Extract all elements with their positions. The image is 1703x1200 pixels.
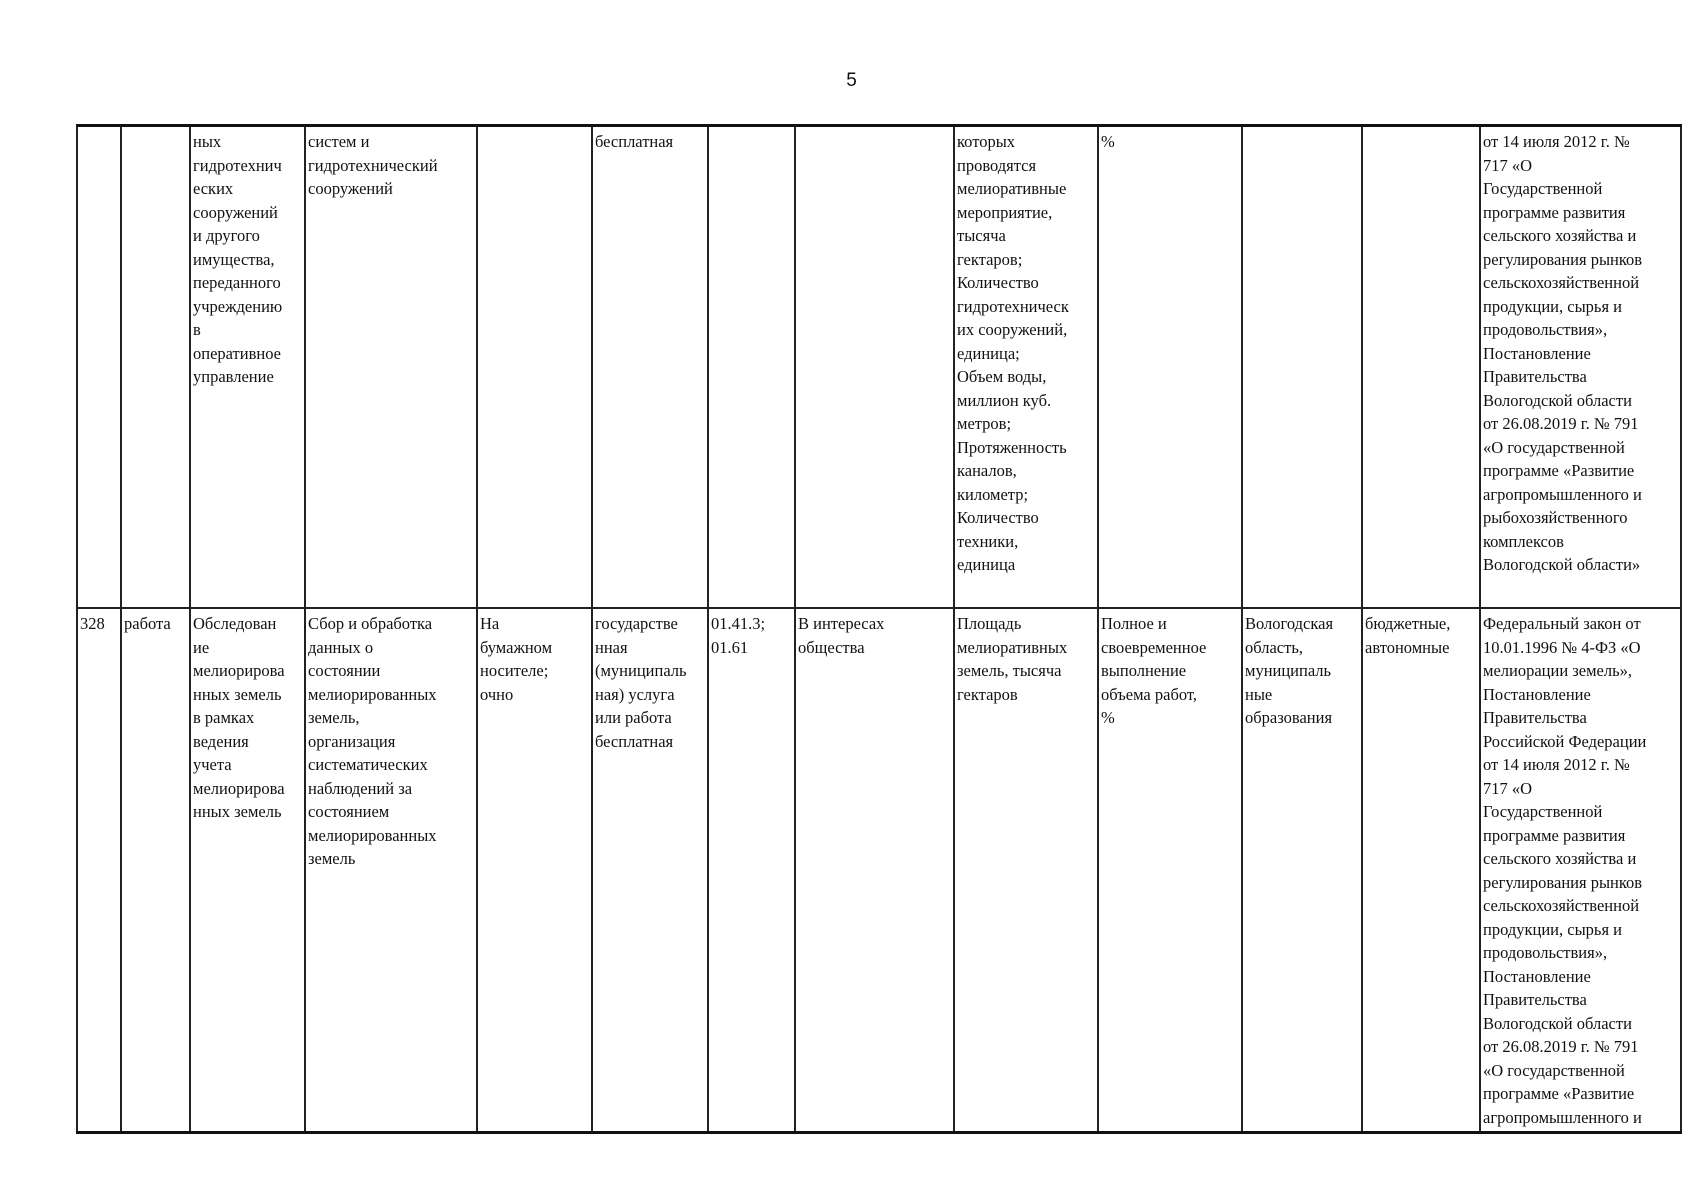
cell-consumers (795, 608, 954, 1133)
cell-okved (708, 126, 795, 609)
table-row (77, 126, 1681, 609)
cell-text-line: Постановление (1483, 966, 1591, 986)
cell-text-line: техники, (957, 531, 1019, 551)
cell-text-line: В интересах (798, 614, 885, 633)
cell-text-line: от 14 июля 2012 г. № (1483, 755, 1630, 774)
cell-text-line: мелиорирова (193, 778, 285, 798)
cell-text-line: программе развития (1483, 825, 1626, 845)
cell-text-line: проводятся (957, 155, 1037, 175)
cell-text-line: гидротехнич (193, 155, 282, 175)
cell-text-line: продовольствия», (1483, 320, 1608, 339)
cell-text-line: Вологодской области (1483, 1013, 1632, 1033)
cell-text-line: регулирования рынков (1483, 249, 1643, 269)
cell-number: 328 (77, 608, 121, 1133)
cell-text-line: % (1101, 132, 1115, 151)
cell-provider (1242, 608, 1362, 1133)
cell-text-line: и другого (193, 226, 260, 245)
cell-text-line: единица; (957, 343, 1020, 363)
cell-text-line: мелиоративных (957, 637, 1068, 657)
cell-text-line: (муниципаль (595, 661, 687, 680)
cell-text-line: Постановление (1483, 343, 1591, 363)
cell-text-line: Государственной (1483, 802, 1603, 821)
cell-quality-indicator (1098, 608, 1242, 1133)
cell-text-line: в (193, 320, 201, 339)
cell-text-line: комплексов (1483, 531, 1564, 551)
cell-quality-indicator (1098, 126, 1242, 609)
cell-volume-indicator (954, 608, 1098, 1133)
cell-type (592, 608, 708, 1133)
cell-text-line: земель (308, 849, 356, 868)
cell-text-line: гидротехнический (308, 155, 438, 175)
table-row (77, 608, 1681, 1133)
table-body (77, 126, 1681, 1133)
cell-text-line: Государственной (1483, 179, 1603, 198)
cell-text-line: каналов, (957, 461, 1017, 480)
cell-text-line: 717 «О (1483, 778, 1533, 798)
cell-text-line: Количество (957, 273, 1039, 292)
cell-text-line: ие (193, 637, 210, 657)
cell-text-line: организация (308, 731, 396, 751)
cell-text-line: оперативное (193, 343, 281, 363)
cell-text-line: сельского хозяйства и (1483, 849, 1637, 868)
cell-consumers (795, 126, 954, 609)
cell-text-line: бюджетные, (1365, 614, 1451, 633)
cell-text-line: нных земель (193, 802, 282, 821)
cell-text-line: миллион куб. (957, 390, 1052, 410)
cell-text-line: бесплатная (595, 731, 674, 751)
cell-text-line: своевременное (1101, 637, 1207, 657)
cell-text-line: программе развития (1483, 202, 1626, 222)
cell-text-line: или работа (595, 708, 672, 727)
cell-name (190, 126, 305, 609)
cell-content (305, 608, 477, 1133)
cell-number (77, 126, 121, 609)
cell-text-line: % (1101, 708, 1115, 727)
cell-text-line: сельскохозяйственной (1483, 273, 1640, 292)
cell-legal-basis (1480, 126, 1681, 609)
cell-text-line: автономные (1365, 637, 1450, 657)
cell-text-line: продукции, сырья и (1483, 296, 1622, 316)
cell-text-line: Правительства (1483, 708, 1587, 727)
cell-text-line: километр; (957, 484, 1029, 504)
cell-text-line: гектаров (957, 684, 1018, 704)
cell-text-line: государстве (595, 614, 678, 633)
cell-text-line: очно (480, 684, 514, 704)
cell-text-line: выполнение (1101, 661, 1187, 680)
cell-text-line: общества (798, 637, 865, 657)
cell-text-line: носителе; (480, 661, 549, 680)
cell-text-line: образования (1245, 708, 1333, 727)
cell-text-line: сооружений (308, 179, 393, 198)
cell-text-line: Федеральный закон от (1483, 614, 1641, 633)
cell-legal-basis (1480, 608, 1681, 1133)
cell-text-line: наблюдений за (308, 778, 413, 798)
cell-text-line: тысяча (957, 226, 1006, 245)
cell-text-line: систем и (308, 132, 370, 151)
cell-text-line: 01.61 (711, 637, 749, 657)
cell-text-line: объема работ, (1101, 684, 1197, 704)
cell-text-line: земель, (308, 708, 360, 727)
cell-text-line: состоянии (308, 661, 381, 680)
cell-institution-type (1362, 126, 1480, 609)
cell-text-line: Российской Федерации (1483, 731, 1647, 751)
cell-text-line: Полное и (1101, 614, 1167, 633)
cell-text-line: сооружений (193, 202, 278, 222)
registry-table (76, 124, 1682, 1134)
cell-text-line: Вологодской области» (1483, 555, 1641, 574)
cell-text-line: 717 «О (1483, 155, 1533, 175)
cell-text-line: муниципаль (1245, 661, 1332, 680)
cell-form (477, 126, 592, 609)
cell-text-line: бумажном (480, 637, 553, 657)
cell-text-line: 01.41.3; (711, 614, 766, 633)
cell-text-line: учреждению (193, 296, 283, 316)
cell-text-line: нная (595, 637, 628, 657)
cell-text-line: состоянием (308, 802, 390, 821)
cell-text-line: «О государственной (1483, 1060, 1625, 1080)
cell-text-line: сельскохозяйственной (1483, 896, 1640, 915)
cell-text-line: от 14 июля 2012 г. № (1483, 132, 1630, 151)
page-number: 5 (846, 70, 857, 91)
cell-text-line: земель, тысяча (957, 661, 1062, 680)
cell-okved (708, 608, 795, 1133)
cell-text-line: Объем воды, (957, 367, 1047, 386)
cell-text-line: Вологодской области (1483, 390, 1632, 410)
cell-text-line: мелиорированных (308, 825, 437, 845)
cell-text-line: которых (957, 132, 1016, 151)
cell-text-line: программе «Развитие (1483, 461, 1635, 480)
cell-text-line: Количество (957, 508, 1039, 527)
cell-text-line: от 26.08.2019 г. № 791 (1483, 414, 1639, 433)
cell-text-line: Вологодская (1245, 614, 1334, 633)
cell-text-line: агропромышленного и (1483, 484, 1642, 504)
cell-text-line: Правительства (1483, 990, 1587, 1009)
cell-text-line: систематических (308, 755, 428, 774)
cell-form (477, 608, 592, 1133)
cell-text-line: имущества, (193, 249, 275, 269)
cell-institution-type (1362, 608, 1480, 1133)
cell-text-line: метров; (957, 414, 1012, 433)
cell-text-line: от 26.08.2019 г. № 791 (1483, 1037, 1639, 1056)
cell-text-line: Протяженность (957, 437, 1067, 457)
cell-text-line: Обследован (193, 614, 277, 633)
cell-text-line: Правительства (1483, 367, 1587, 386)
cell-text-line: Постановление (1483, 684, 1591, 704)
cell-provider (1242, 126, 1362, 609)
cell-text-line: учета (193, 755, 232, 774)
cell-kind: работа (121, 608, 190, 1133)
cell-text-line: переданного (193, 273, 281, 292)
cell-text-line: в рамках (193, 708, 255, 727)
cell-text-line: гидротехническ (957, 296, 1069, 316)
cell-kind (121, 126, 190, 609)
cell-text-line: гектаров; (957, 249, 1023, 269)
cell-text-line: рыбохозяйственного (1483, 508, 1628, 527)
cell-text-line: «О государственной (1483, 437, 1625, 457)
cell-content (305, 126, 477, 609)
cell-text-line: ные (1245, 684, 1273, 704)
cell-type (592, 126, 708, 609)
cell-text-line: их сооружений, (957, 320, 1068, 339)
cell-text-line: программе «Развитие (1483, 1084, 1635, 1103)
cell-text-line: На (480, 614, 500, 633)
cell-text-line: агропромышленного и (1483, 1107, 1642, 1127)
cell-text-line: 10.01.1996 № 4-ФЗ «О (1483, 637, 1641, 657)
cell-text-line: область, (1245, 637, 1303, 657)
cell-text-line: данных о (308, 637, 374, 657)
cell-text-line: Сбор и обработка (308, 614, 433, 633)
cell-volume-indicator (954, 126, 1098, 609)
cell-text-line: сельского хозяйства и (1483, 226, 1637, 245)
cell-text-line: нных земель (193, 684, 282, 704)
cell-text-line: мелиоративные (957, 179, 1067, 198)
cell-text-line: продовольствия», (1483, 943, 1608, 962)
cell-name (190, 608, 305, 1133)
cell-text-line: управление (193, 367, 274, 386)
cell-text-line: единица (957, 555, 1016, 574)
cell-text-line: бесплатная (595, 132, 674, 151)
cell-text-line: мелиорации земель», (1483, 661, 1633, 680)
cell-text-line: еских (193, 179, 234, 198)
cell-text-line: мелиорирова (193, 661, 285, 680)
cell-text-line: мероприятие, (957, 202, 1053, 222)
cell-text-line: ная) услуга (595, 684, 675, 704)
cell-text-line: продукции, сырья и (1483, 919, 1622, 939)
cell-text-line: ных (193, 132, 222, 151)
cell-text-line: ведения (193, 731, 249, 751)
cell-text-line: регулирования рынков (1483, 872, 1643, 892)
cell-text-line: Площадь (957, 614, 1022, 633)
cell-text-line: мелиорированных (308, 684, 437, 704)
